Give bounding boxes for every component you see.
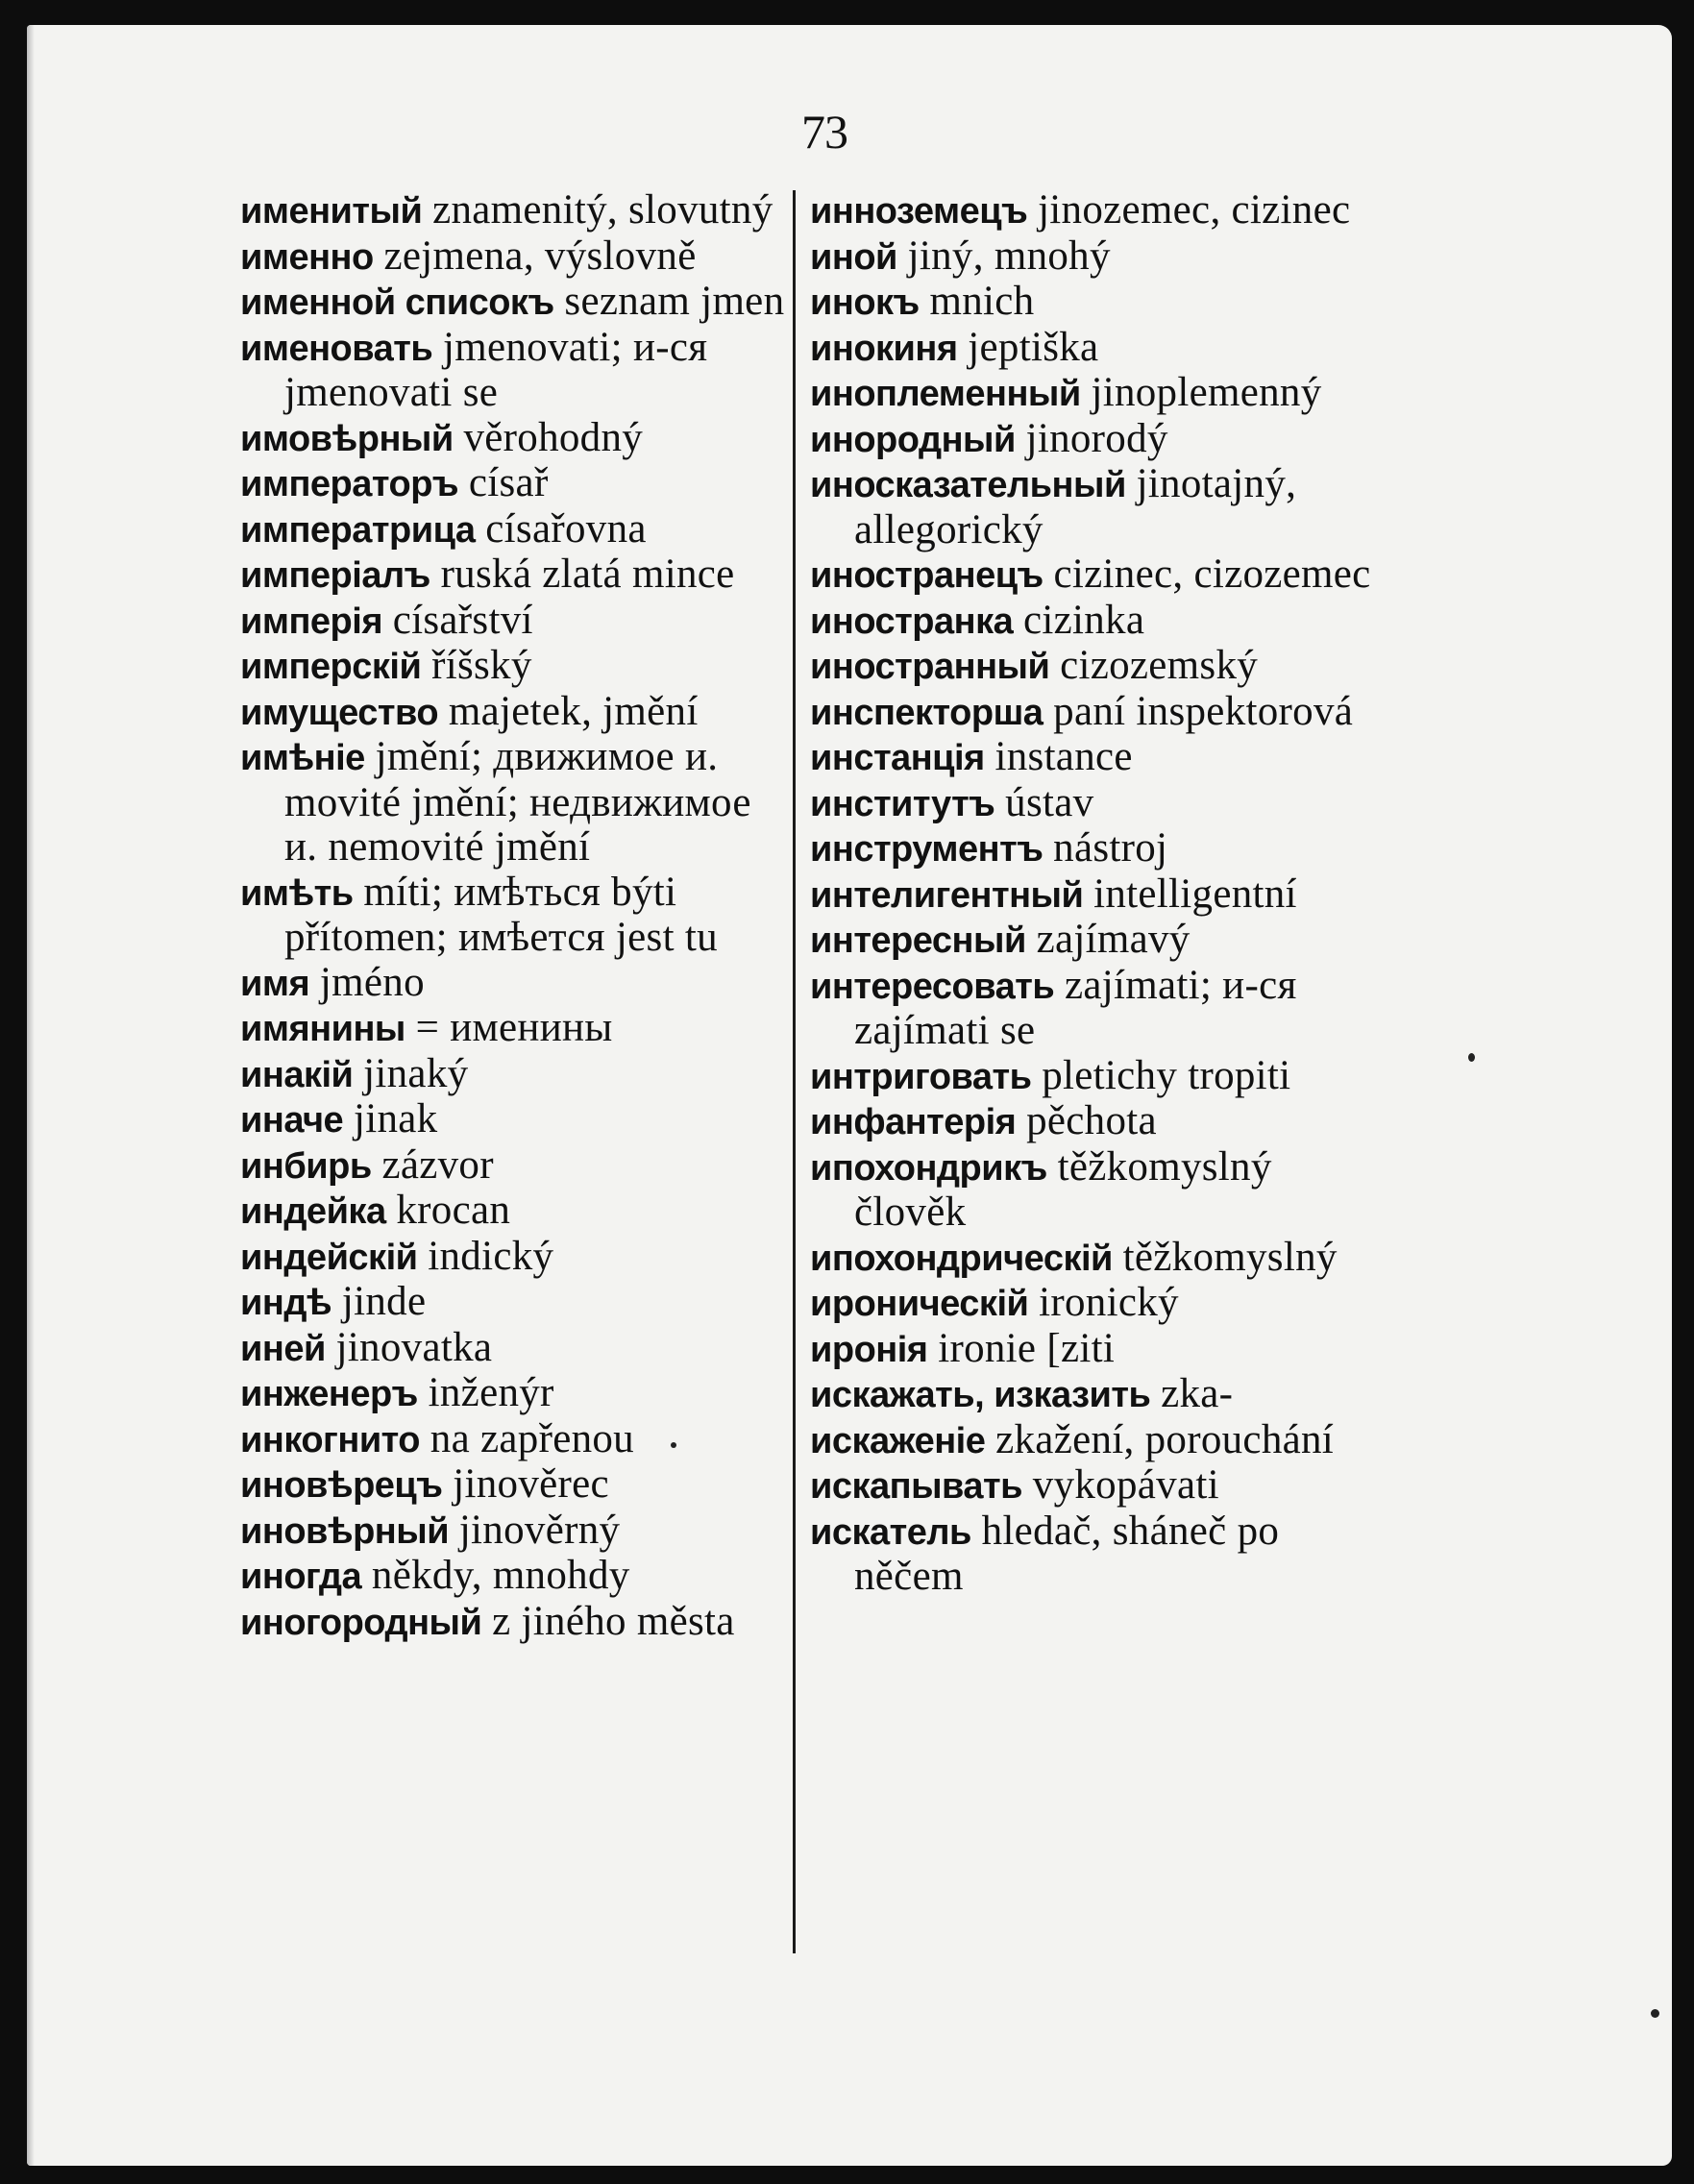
- dictionary-entry: [810, 371, 1387, 417]
- headword: иногородный: [240, 1602, 482, 1643]
- translation: jinověrec: [453, 1461, 609, 1507]
- translation: jeptiška: [968, 324, 1099, 370]
- translation: ironie [ziti: [938, 1325, 1116, 1371]
- headword: иностранецъ: [810, 555, 1043, 596]
- headword: именитый: [240, 191, 423, 232]
- dictionary-entry: [810, 599, 1387, 645]
- headword: именовать: [240, 328, 433, 369]
- headword: иновѣрный: [240, 1510, 450, 1552]
- translation: jméno: [319, 959, 425, 1005]
- dictionary-entry: [810, 872, 1387, 919]
- headword: иногда: [240, 1557, 362, 1597]
- dictionary-entry: [810, 1418, 1387, 1464]
- translation: indický: [428, 1233, 554, 1279]
- dictionary-entry: [240, 1600, 795, 1646]
- dictionary-entry: [240, 1143, 795, 1190]
- translation: císařovna: [485, 505, 647, 552]
- translation: jinoplemenný: [1091, 370, 1322, 415]
- translation: císař: [468, 460, 549, 505]
- dictionary-entry: [240, 1509, 795, 1555]
- dictionary-entry: [810, 1509, 1387, 1600]
- headword: императрица: [240, 509, 476, 551]
- dictionary-entry: [810, 1372, 1387, 1418]
- dictionary-entry: [810, 690, 1387, 736]
- scan-speck: [671, 1442, 676, 1448]
- dictionary-entry: [810, 781, 1387, 827]
- translation: majetek, jmění: [448, 688, 699, 734]
- dictionary-entry: [810, 1145, 1387, 1236]
- translation: ironický: [1039, 1280, 1179, 1325]
- column-divider: [793, 190, 796, 1953]
- dictionary-entry: [240, 1097, 795, 1143]
- translation: vykopávati: [1032, 1462, 1219, 1508]
- headword: имѣнiе: [240, 738, 365, 778]
- headword: искажать, изказить: [810, 1375, 1151, 1415]
- dictionary-entry: [240, 1417, 795, 1463]
- dictionary-entry: [810, 964, 1387, 1054]
- headword: иноплеменный: [810, 374, 1081, 414]
- translation: nástroj: [1053, 825, 1168, 871]
- headword: имя: [240, 963, 310, 1004]
- headword: инбирь: [240, 1145, 372, 1187]
- dictionary-entry: [240, 188, 795, 234]
- dictionary-entry: [810, 326, 1387, 372]
- translation: seznam jmen: [564, 279, 785, 324]
- headword: инстанцiя: [810, 738, 985, 778]
- headword: иностранка: [810, 601, 1014, 642]
- translation: pletichy tropiti: [1042, 1052, 1291, 1098]
- dictionary-entry: [240, 234, 795, 281]
- dictionary-entry: [240, 1554, 795, 1600]
- translation: těžkomyslný: [1122, 1234, 1338, 1280]
- translation: jinotajný, allegorický: [854, 461, 1297, 552]
- dictionary-entry: [810, 462, 1387, 552]
- translation: zázvor: [381, 1141, 494, 1188]
- translation: zkažení, porouchání: [995, 1416, 1335, 1462]
- headword: ипохондрическiй: [810, 1238, 1113, 1279]
- translation: věrohodný: [463, 414, 644, 460]
- dictionary-entry: [240, 1189, 795, 1235]
- translation: jmění; движимое и. movité jmění; недвижимое и. nemovité jmění: [284, 734, 751, 870]
- translation: krocan: [396, 1188, 511, 1233]
- headword: именной списокъ: [240, 282, 554, 323]
- translation: jinak: [353, 1096, 438, 1141]
- dictionary-entry: [810, 826, 1387, 872]
- translation: zka-: [1161, 1371, 1234, 1416]
- translation: paní inspektorová: [1053, 688, 1354, 734]
- dictionary-entry: [240, 1371, 795, 1417]
- translation: jinde: [341, 1279, 427, 1324]
- headword: интересный: [810, 920, 1026, 961]
- dictionary-entry: [810, 644, 1387, 690]
- dictionary-entry: [810, 735, 1387, 781]
- translation: intelligentní: [1093, 871, 1297, 917]
- dictionary-entry: [810, 1327, 1387, 1373]
- dictionary-entry: [810, 918, 1387, 964]
- headword: инноземецъ: [810, 191, 1028, 232]
- translation: jmenovati; и-ся jmenovati se: [284, 324, 708, 415]
- headword: ипохондрикъ: [810, 1147, 1047, 1189]
- dictionary-entry: [240, 735, 795, 871]
- dictionary-entry: [240, 507, 795, 553]
- translation: hledač, sháneč po něčem: [854, 1508, 1280, 1599]
- dictionary-entry: [240, 326, 795, 416]
- headword: иной: [810, 236, 897, 278]
- translation: jiný, mnohý: [907, 233, 1111, 279]
- translation: ústav: [1005, 779, 1094, 825]
- headword: иронiя: [810, 1329, 928, 1370]
- headword: инокъ: [810, 282, 920, 323]
- dictionary-entry: [240, 599, 795, 645]
- left-column: [240, 188, 795, 1645]
- translation: císařství: [392, 597, 533, 643]
- headword: иносказательный: [810, 465, 1126, 505]
- headword: имперскiй: [240, 647, 422, 687]
- dictionary-entry: [240, 1326, 795, 1372]
- dictionary-entry: [240, 690, 795, 736]
- headword: интелигентный: [810, 874, 1084, 916]
- dictionary-entry: [240, 961, 795, 1007]
- translation: znamenitý, slovutný: [432, 187, 773, 233]
- translation: říšský: [431, 643, 532, 688]
- dictionary-entry: [810, 1281, 1387, 1327]
- dictionary-entry: [240, 461, 795, 507]
- translation: jinozemec, cizinec: [1038, 187, 1351, 233]
- headword: инструментъ: [810, 829, 1043, 870]
- headword: имперiя: [240, 601, 382, 642]
- headword: инкогнито: [240, 1419, 421, 1460]
- translation: = именины: [415, 1005, 613, 1050]
- translation: pěchota: [1026, 1098, 1157, 1143]
- translation: někdy, mnohdy: [371, 1553, 630, 1598]
- headword: искатель: [810, 1511, 971, 1553]
- translation: instance: [994, 734, 1133, 779]
- dictionary-entry: [810, 280, 1387, 326]
- headword: имѣть: [240, 872, 354, 914]
- dictionary-entry: [240, 1235, 795, 1281]
- headword: иней: [240, 1328, 326, 1369]
- translation: jinovatka: [335, 1324, 493, 1370]
- translation: na zapřenou: [430, 1415, 634, 1461]
- translation: inženýr: [428, 1370, 554, 1415]
- headword: инспекторша: [810, 692, 1043, 733]
- headword: индейскiй: [240, 1237, 418, 1278]
- dictionary-entry: [240, 1462, 795, 1509]
- translation: cizozemský: [1060, 643, 1259, 688]
- headword: инфантерiя: [810, 1102, 1017, 1142]
- headword: ироническiй: [810, 1284, 1029, 1324]
- headword: инженеръ: [240, 1374, 418, 1414]
- headword: иностранный: [810, 647, 1050, 687]
- headword: инакiй: [240, 1054, 354, 1095]
- headword: имянины: [240, 1009, 405, 1049]
- dictionary-entry: [810, 1099, 1387, 1145]
- translation: ruská zlatá mince: [440, 552, 735, 597]
- translation: těžkomyslný člověk: [854, 1143, 1272, 1235]
- headword: имовѣрный: [240, 418, 454, 459]
- dictionary-entry: [240, 416, 795, 462]
- dictionary-entry: [240, 1052, 795, 1098]
- translation: z jiného města: [492, 1598, 735, 1644]
- headword: искапывать: [810, 1466, 1023, 1507]
- translation: cizinka: [1022, 597, 1145, 643]
- dictionary-entry: [240, 1006, 795, 1052]
- scan-speck: [1468, 1053, 1475, 1062]
- headword: именно: [240, 236, 374, 278]
- dictionary-entry: [810, 234, 1387, 281]
- headword: индѣ: [240, 1283, 332, 1323]
- scan-edge: [27, 25, 35, 2166]
- translation: mnich: [929, 279, 1035, 324]
- dictionary-entry: [240, 644, 795, 690]
- translation: zajímavý: [1036, 917, 1191, 962]
- dictionary-entry: [810, 1236, 1387, 1282]
- headword: инородный: [810, 419, 1016, 460]
- translation: jinaký: [363, 1050, 469, 1096]
- translation: jinorodý: [1025, 415, 1168, 461]
- dictionary-entry: [810, 552, 1387, 599]
- translation: míti; имѣться býti přítomen; имѣется jest tu: [284, 869, 718, 960]
- translation: jinověrný: [458, 1507, 621, 1553]
- page-number: 73: [801, 105, 847, 159]
- right-column: [810, 188, 1387, 1600]
- scanned-page: [27, 25, 1672, 2166]
- dictionary-entry: [240, 1280, 795, 1326]
- headword: иновѣрецъ: [240, 1465, 443, 1506]
- dictionary-entry: [240, 552, 795, 599]
- headword: имперiалъ: [240, 555, 430, 596]
- headword: иначе: [240, 1100, 344, 1141]
- headword: инокиня: [810, 328, 958, 369]
- scan-speck: [1651, 2009, 1659, 2018]
- headword: интересовать: [810, 966, 1055, 1007]
- dictionary-entry: [810, 188, 1387, 234]
- translation: cizinec, cizozemec: [1053, 552, 1371, 597]
- headword: индейка: [240, 1191, 386, 1232]
- dictionary-entry: [810, 1463, 1387, 1509]
- headword: интриговать: [810, 1056, 1032, 1097]
- dictionary-entry: [240, 280, 795, 326]
- headword: имущество: [240, 692, 439, 733]
- dictionary-entry: [810, 417, 1387, 463]
- dictionary-entry: [810, 1054, 1387, 1100]
- headword: императоръ: [240, 464, 459, 504]
- headword: институтъ: [810, 783, 995, 824]
- translation: zajímati; и-ся zajímati se: [854, 962, 1297, 1053]
- translation: zejmena, výslovně: [383, 233, 697, 279]
- dictionary-entry: [240, 871, 795, 961]
- headword: искаженiе: [810, 1420, 986, 1461]
